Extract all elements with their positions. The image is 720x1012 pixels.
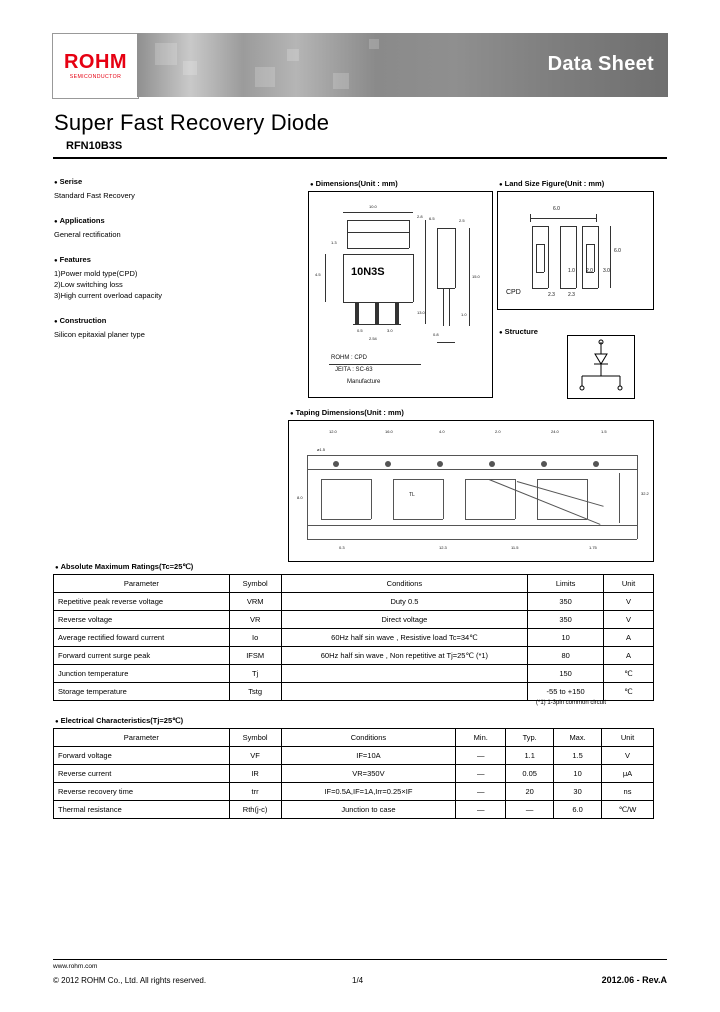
structure-figure xyxy=(567,335,635,399)
footer-divider xyxy=(53,959,667,960)
ec-col-3: Min. xyxy=(456,729,506,747)
amr-r0-c4: V xyxy=(604,593,654,611)
amr-r2-c3: 10 xyxy=(528,629,604,647)
land-dim-0: 6.0 xyxy=(553,206,560,212)
ec-col-4: Typ. xyxy=(506,729,554,747)
header-banner xyxy=(137,33,668,97)
tape-value-8: 8.0 xyxy=(297,495,303,500)
absolute-max-note: (*1) 1-3pin common circuit xyxy=(536,700,607,706)
amr-r2-c2: 60Hz half sin wave , Resistive load Tc=34℃ xyxy=(281,629,528,647)
structure-heading: ● Structure xyxy=(499,327,538,336)
ec-col-5: Max. xyxy=(554,729,602,747)
rohm-logo xyxy=(52,33,139,99)
amr-r4-c2 xyxy=(281,665,528,683)
ec-col-6: Unit xyxy=(602,729,654,747)
amr-r3-c2: 60Hz half sin wave , Non repetitive at Tj=25℃ (*1) xyxy=(281,647,528,665)
ec-r3-c4: — xyxy=(506,801,554,819)
ec-r1-c6: μA xyxy=(602,765,654,783)
dimensions-figure xyxy=(308,191,493,398)
table-row xyxy=(54,593,654,611)
tape-value-11: 0.3 xyxy=(339,545,345,550)
ec-r2-c2: IF=0.5A,IF=1A,Irr=0.25×IF xyxy=(281,783,456,801)
dim-value-0: 10.0 xyxy=(369,204,377,209)
amr-r3-c0: Forward current surge peak xyxy=(54,647,230,665)
amr-r4-c0: Junction temperature xyxy=(54,665,230,683)
table-header-row xyxy=(54,729,654,747)
tape-value-1: 16.0 xyxy=(385,429,393,434)
ec-col-1: Symbol xyxy=(229,729,281,747)
electrical-heading: ● Electrical Characteristics(Tj=25℃) xyxy=(55,716,183,725)
dim-value-7: 1.3 xyxy=(331,240,337,245)
ec-r0-c1: VF xyxy=(229,747,281,765)
ec-r2-c3: — xyxy=(456,783,506,801)
package-note-2: Manufacture xyxy=(347,379,381,385)
footer-revision: 2012.06 - Rev.A xyxy=(601,975,667,985)
amr-r5-c2 xyxy=(281,683,528,701)
ec-r0-c6: V xyxy=(602,747,654,765)
ec-r3-c1: Rth(j-c) xyxy=(229,801,281,819)
footer-website[interactable]: www.rohm.com xyxy=(53,963,98,970)
table-row xyxy=(54,783,654,801)
amr-r3-c1: IFSM xyxy=(229,647,281,665)
ec-r1-c4: 0.05 xyxy=(506,765,554,783)
logo-wordmark: ROHM xyxy=(63,51,128,73)
dim-value-12: 1.0 xyxy=(461,312,467,317)
amr-r3-c3: 80 xyxy=(528,647,604,665)
ec-r1-c3: — xyxy=(456,765,506,783)
table-row xyxy=(54,683,654,701)
serise-heading: ● Serise xyxy=(54,176,284,189)
dimensions-heading: ● Dimensions(Unit : mm) xyxy=(310,179,398,188)
land-size-heading: ● Land Size Figure(Unit : mm) xyxy=(499,179,604,188)
amr-r1-c0: Reverse voltage xyxy=(54,611,230,629)
footer-copyright: © 2012 ROHM Co., Ltd. All rights reserved. xyxy=(53,976,207,985)
construction-line-0: Silicon epitaxial planer type xyxy=(54,330,145,339)
ec-r2-c1: trr xyxy=(229,783,281,801)
ec-col-2: Conditions xyxy=(281,729,456,747)
dim-value-5: 2.5 xyxy=(459,218,465,223)
ec-r2-c6: ns xyxy=(602,783,654,801)
dim-value-6: 0.8 xyxy=(433,332,439,337)
ec-r3-c0: Thermal resistance xyxy=(54,801,230,819)
dim-value-3: 6.5 xyxy=(429,216,435,221)
land-dim-2: 3.0 xyxy=(603,268,610,274)
section-serise xyxy=(54,176,284,201)
features-heading: ● Features xyxy=(54,254,284,267)
table-row xyxy=(54,611,654,629)
ec-r1-c0: Reverse current xyxy=(54,765,230,783)
tape-value-10: 1.75 xyxy=(589,545,597,550)
ec-r0-c2: IF=10A xyxy=(281,747,456,765)
dim-value-10: 3.0 xyxy=(387,328,393,333)
amr-r5-c0: Storage temperature xyxy=(54,683,230,701)
serise-line-0: Standard Fast Recovery xyxy=(54,191,135,200)
section-features xyxy=(54,254,284,301)
amr-r0-c1: VRM xyxy=(229,593,281,611)
amr-r1-c4: V xyxy=(604,611,654,629)
amr-r2-c4: A xyxy=(604,629,654,647)
footer-page-number: 1/4 xyxy=(352,976,364,985)
amr-r2-c0: Average rectified foward current xyxy=(54,629,230,647)
title-divider xyxy=(53,157,667,159)
amr-r0-c3: 350 xyxy=(528,593,604,611)
page-title: Super Fast Recovery Diode xyxy=(54,110,330,135)
table-row xyxy=(54,765,654,783)
tape-value-12: 12.3 xyxy=(439,545,447,550)
dim-value-11: 2.54 xyxy=(369,336,377,341)
amr-r4-c4: ℃ xyxy=(604,665,654,683)
tape-value-2: 4.0 xyxy=(439,429,445,434)
tape-value-5: 1.5 xyxy=(601,429,607,434)
amr-r1-c1: VR xyxy=(229,611,281,629)
ec-r3-c3: — xyxy=(456,801,506,819)
absolute-max-heading: ● Absolute Maximum Ratings(Tc=25℃) xyxy=(55,562,193,571)
amr-r4-c1: Tj xyxy=(229,665,281,683)
land-label: CPD xyxy=(506,289,521,296)
amr-r2-c1: Io xyxy=(229,629,281,647)
amr-r4-c3: 150 xyxy=(528,665,604,683)
amr-r0-c2: Duty 0.5 xyxy=(281,593,528,611)
amr-r5-c1: Tstg xyxy=(229,683,281,701)
part-number: RFN10B3S xyxy=(66,140,123,152)
table-header-row xyxy=(54,575,654,593)
diode-symbol-icon xyxy=(568,336,634,398)
section-applications xyxy=(54,215,284,240)
land-dim-6: 2.3 xyxy=(568,292,575,298)
section-construction xyxy=(54,315,284,340)
amr-col-1: Symbol xyxy=(229,575,281,593)
table-row xyxy=(54,647,654,665)
applications-line-0: General rectification xyxy=(54,230,121,239)
package-note-1: JEITA : SC-63 xyxy=(335,367,373,373)
ec-r3-c2: Junction to case xyxy=(281,801,456,819)
applications-heading: ● Applications xyxy=(54,215,284,228)
ec-r2-c5: 30 xyxy=(554,783,602,801)
ec-r3-c5: 6.0 xyxy=(554,801,602,819)
table-row xyxy=(54,747,654,765)
tape-value-6: ø1.5 xyxy=(317,447,326,452)
package-note-0: ROHM : CPD xyxy=(331,355,367,361)
package-marking: 10N3S xyxy=(351,266,385,278)
amr-r0-c0: Repetitive peak reverse voltage xyxy=(54,593,230,611)
ec-r3-c6: ℃/W xyxy=(602,801,654,819)
ec-r1-c1: IR xyxy=(229,765,281,783)
amr-col-2: Conditions xyxy=(281,575,528,593)
dim-value-9: 0.5 xyxy=(357,328,363,333)
amr-r1-c3: 350 xyxy=(528,611,604,629)
ec-r2-c4: 20 xyxy=(506,783,554,801)
tape-value-3: 2.0 xyxy=(495,429,501,434)
electrical-table xyxy=(53,728,654,819)
land-dim-1: 6.0 xyxy=(614,248,621,254)
ec-r1-c2: VR=350V xyxy=(281,765,456,783)
tape-value-4: 24.0 xyxy=(551,429,559,434)
ec-r0-c5: 1.5 xyxy=(554,747,602,765)
dim-value-2: 2.8 xyxy=(417,214,423,219)
taping-heading: ● Taping Dimensions(Unit : mm) xyxy=(290,408,404,417)
ec-r0-c4: 1.1 xyxy=(506,747,554,765)
table-row xyxy=(54,629,654,647)
absolute-max-table xyxy=(53,574,654,701)
land-dim-5: 2.3 xyxy=(548,292,555,298)
tape-value-13: 11.5 xyxy=(511,545,519,550)
dim-value-1: 4.5 xyxy=(315,272,321,277)
page-header xyxy=(52,33,668,97)
features-line-0: 1)Power mold type(CPD) xyxy=(54,269,138,278)
left-info-column xyxy=(54,176,284,354)
ec-r0-c3: — xyxy=(456,747,506,765)
land-size-figure xyxy=(497,191,654,310)
ec-r2-c0: Reverse recovery time xyxy=(54,783,230,801)
ec-r0-c0: Forward voltage xyxy=(54,747,230,765)
header-title: Data Sheet xyxy=(547,53,654,75)
amr-col-4: Unit xyxy=(604,575,654,593)
tape-value-0: 12.0 xyxy=(329,429,337,434)
table-row xyxy=(54,801,654,819)
land-dim-4: 1.0 xyxy=(568,268,575,274)
table-row xyxy=(54,665,654,683)
features-line-1: 2)Low switching loss xyxy=(54,280,123,289)
amr-col-3: Limits xyxy=(528,575,604,593)
tape-label-tl: TL xyxy=(409,492,415,498)
amr-col-0: Parameter xyxy=(54,575,230,593)
logo-tagline: SEMICONDUCTOR xyxy=(69,74,122,80)
ec-r1-c5: 10 xyxy=(554,765,602,783)
amr-r5-c3: -55 to +150 xyxy=(528,683,604,701)
construction-heading: ● Construction xyxy=(54,315,284,328)
dim-value-8: 13.0 xyxy=(417,310,425,315)
tape-value-9: 32.2 xyxy=(641,491,649,496)
land-dim-3: 2.0 xyxy=(586,268,593,274)
features-line-2: 3)High current overload capacity xyxy=(54,291,162,300)
amr-r1-c2: Direct voltage xyxy=(281,611,528,629)
amr-r3-c4: A xyxy=(604,647,654,665)
taping-figure xyxy=(288,420,654,562)
amr-r5-c4: ℃ xyxy=(604,683,654,701)
dim-value-4: 15.0 xyxy=(472,274,480,279)
ec-col-0: Parameter xyxy=(54,729,230,747)
